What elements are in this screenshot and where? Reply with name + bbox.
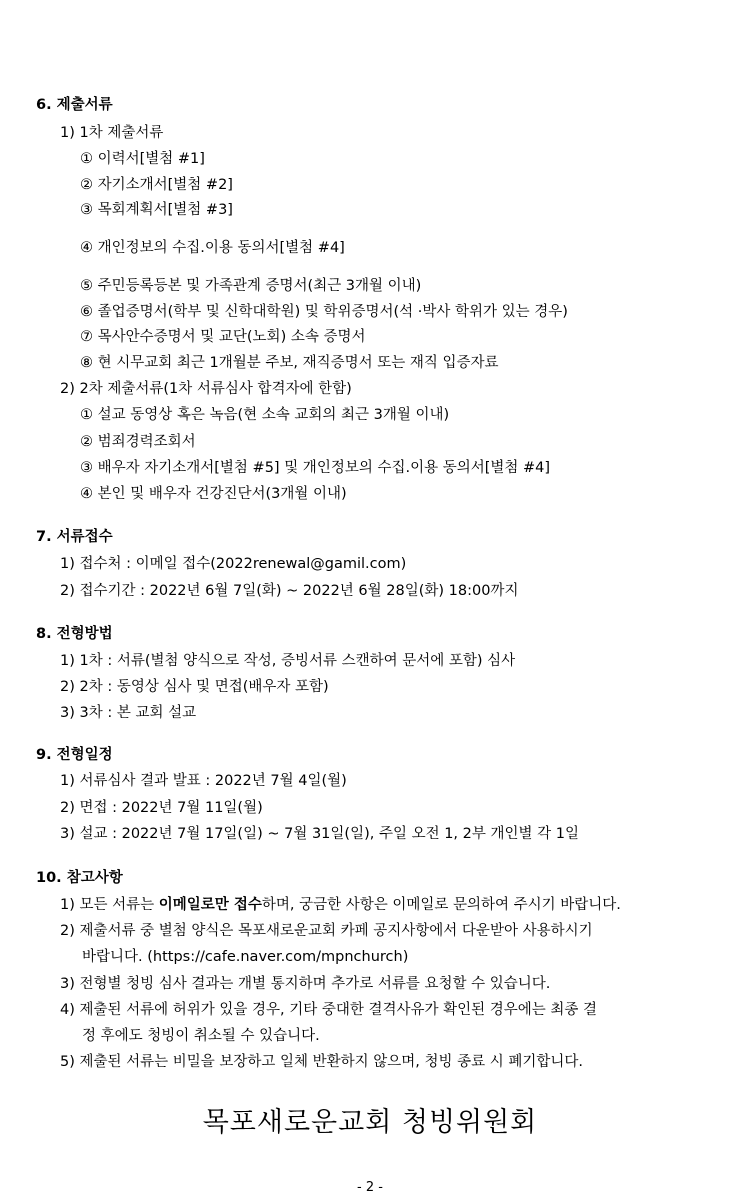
section-7-heading: 7. 서류접수 bbox=[36, 529, 113, 545]
section-6-heading: 6. 제출서류 bbox=[36, 97, 113, 113]
list-item: 3) 설교 : 2022년 7월 17일(일) ~ 7월 31일(일), 주일 오전 1, 2부 개인별 각 1일 bbox=[60, 826, 579, 842]
list-item: 3) 3차 : 본 교회 설교 bbox=[60, 705, 197, 721]
note-1 bbox=[60, 896, 621, 914]
note-2: 2) 제출서류 중 별첨 양식은 목포새로운교회 카페 공지사항에서 다운받아 사용하시기 bbox=[60, 923, 593, 939]
section-8-heading: 8. 전형방법 bbox=[36, 626, 113, 642]
page-number: - 2 - bbox=[357, 1180, 383, 1195]
signature-title: 목포새로운교회 청빙위원회 bbox=[202, 1107, 538, 1138]
sub1-label: 1) 1차 제출서류 bbox=[60, 125, 164, 141]
note-1-post: 하며, 궁금한 사항은 이메일로 문의하여 주시기 바랍니다. bbox=[261, 897, 621, 913]
doc-item: ⑤ 주민등록등본 및 가족관계 증명서(최근 3개월 이내) bbox=[80, 278, 422, 294]
doc-item: ① 이력서[별첨 #1] bbox=[80, 151, 205, 167]
list-item: 1) 1차 : 서류(별첨 양식으로 작성, 증빙서류 스캔하여 문서에 포함) 심사 bbox=[60, 653, 516, 669]
sub2-label: 2) 2차 제출서류(1차 서류심사 합격자에 한함) bbox=[60, 381, 352, 397]
list-item: 2) 면접 : 2022년 7월 11일(월) bbox=[60, 800, 263, 816]
list-item: 1) 서류심사 결과 발표 : 2022년 7월 4일(월) bbox=[60, 773, 347, 789]
note-3: 3) 전형별 청빙 심사 결과는 개별 통지하며 추가로 서류를 요청할 수 있습니다. bbox=[60, 976, 551, 992]
doc-item: ③ 배우자 자기소개서[별첨 #5] 및 개인정보의 수집.이용 동의서[별첨 #4] bbox=[80, 460, 551, 476]
section-9-heading: 9. 전형일정 bbox=[36, 747, 113, 763]
doc-item: ④ 개인정보의 수집.이용 동의서[별첨 #4] bbox=[80, 240, 345, 256]
doc-item: ③ 목회계획서[별첨 #3] bbox=[80, 202, 233, 218]
doc-item: ④ 본인 및 배우자 건강진단서(3개월 이내) bbox=[80, 486, 347, 502]
section-10-heading: 10. 참고사항 bbox=[36, 870, 123, 886]
note-5: 5) 제출된 서류는 비밀을 보장하고 일체 반환하지 않으며, 청빙 종료 시 폐기합니다. bbox=[60, 1054, 584, 1070]
note-4: 4) 제출된 서류에 허위가 있을 경우, 기타 중대한 결격사유가 확인된 경우에는 최종 결 bbox=[60, 1002, 598, 1018]
doc-item: ⑥ 졸업증명서(학부 및 신학대학원) 및 학위증명서(석 ·박사 학위가 있는 경우) bbox=[80, 304, 568, 320]
doc-item: ⑦ 목사안수증명서 및 교단(노회) 소속 증명서 bbox=[80, 329, 366, 345]
doc-item: ② 자기소개서[별첨 #2] bbox=[80, 177, 233, 193]
doc-item: ① 설교 동영상 혹은 녹음(현 소속 교회의 최근 3개월 이내) bbox=[80, 407, 450, 423]
doc-item: ② 범죄경력조회서 bbox=[80, 434, 196, 450]
list-item: 1) 접수처 : 이메일 접수(2022renewal@gamil.com) bbox=[60, 556, 407, 572]
list-item: 2) 2차 : 동영상 심사 및 면접(배우자 포함) bbox=[60, 679, 329, 695]
note-4-cont: 정 후에도 청빙이 취소될 수 있습니다. bbox=[82, 1028, 320, 1044]
note-1-emphasis: 이메일로만 접수 bbox=[158, 897, 262, 913]
note-1-pre: 1) 모든 서류는 bbox=[60, 897, 159, 913]
note-2-cont: 바랍니다. (https://cafe.naver.com/mpnchurch) bbox=[82, 949, 409, 965]
list-item: 2) 접수기간 : 2022년 6월 7일(화) ~ 2022년 6월 28일(화) 18:00까지 bbox=[60, 583, 519, 599]
doc-item: ⑧ 현 시무교회 최근 1개월분 주보, 재직증명서 또는 재직 입증자료 bbox=[80, 355, 499, 371]
